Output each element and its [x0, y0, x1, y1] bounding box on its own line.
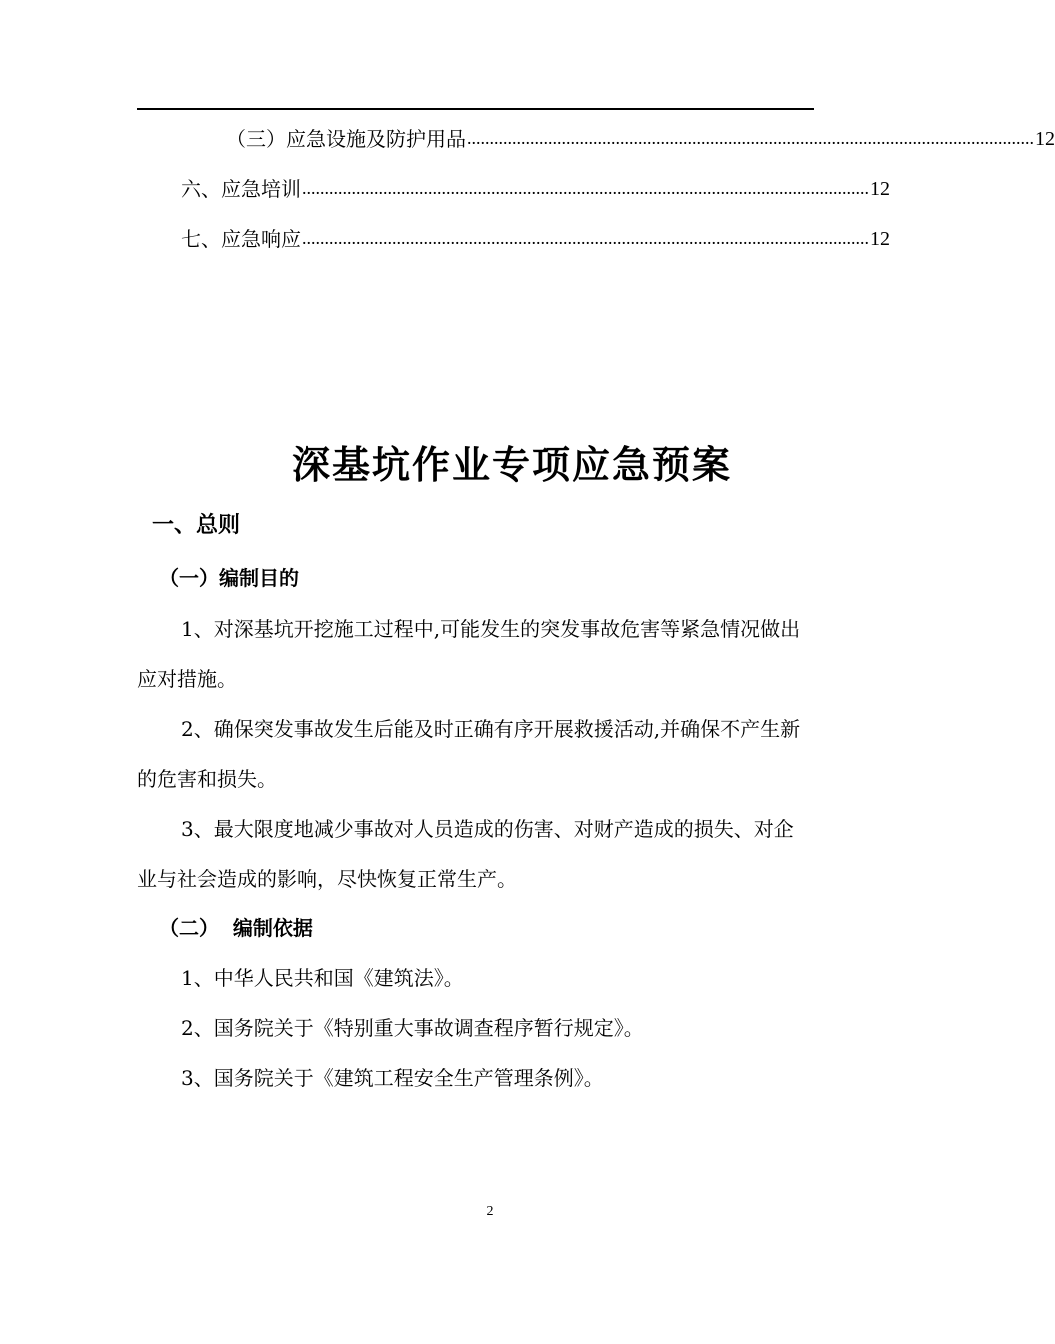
- toc-entry-page: 12: [1035, 128, 1055, 150]
- purpose-paragraph-2: 2、确保突发事故发生后能及时正确有序开展救援活动,并确保不产生新的危害和损失。: [137, 717, 801, 791]
- toc-dot-leader: ..............................................................................................................................: [302, 228, 869, 248]
- header-rule: [137, 108, 814, 110]
- basis-item-1: 1、中华人民共和国《建筑法》。: [181, 966, 464, 990]
- toc-entry-label: （三）应急设施及防护用品: [226, 127, 466, 151]
- toc-entry-emergency-training[interactable]: [181, 174, 890, 204]
- toc-entry-emergency-facilities[interactable]: [226, 124, 1055, 154]
- basis-item-2: 2、国务院关于《特别重大事故调查程序暂行规定》。: [181, 1016, 644, 1040]
- toc-entry-page: 12: [870, 228, 890, 250]
- subsection-heading-basis: （二） 编制依据: [159, 916, 313, 940]
- subsection-heading-purpose: （一）编制目的: [159, 566, 299, 590]
- toc-entry-emergency-response[interactable]: [181, 224, 890, 254]
- page-number: 2: [486, 1204, 494, 1219]
- purpose-paragraph-3: 3、最大限度地减少事故对人员造成的伤害、对财产造成的损失、对企业与社会造成的影响，尽快恢复正常生产。: [137, 817, 794, 891]
- purpose-paragraph-1: 1、对深基坑开挖施工过程中,可能发生的突发事故危害等紧急情况做出应对措施。: [137, 617, 801, 691]
- toc-entry-page: 12: [870, 178, 890, 200]
- document-title: 深基坑作业专项应急预案: [291, 442, 732, 487]
- toc-dot-leader: ..............................................................................................................................: [302, 178, 869, 198]
- basis-item-3: 3、国务院关于《建筑工程安全生产管理条例》。: [181, 1066, 604, 1090]
- toc-entry-label: 七、应急响应: [181, 227, 301, 251]
- toc-entry-label: 六、应急培训: [181, 177, 301, 201]
- toc-dot-leader: ..............................................................................................................................: [467, 128, 1034, 148]
- section-heading-general: 一、总则: [152, 512, 241, 538]
